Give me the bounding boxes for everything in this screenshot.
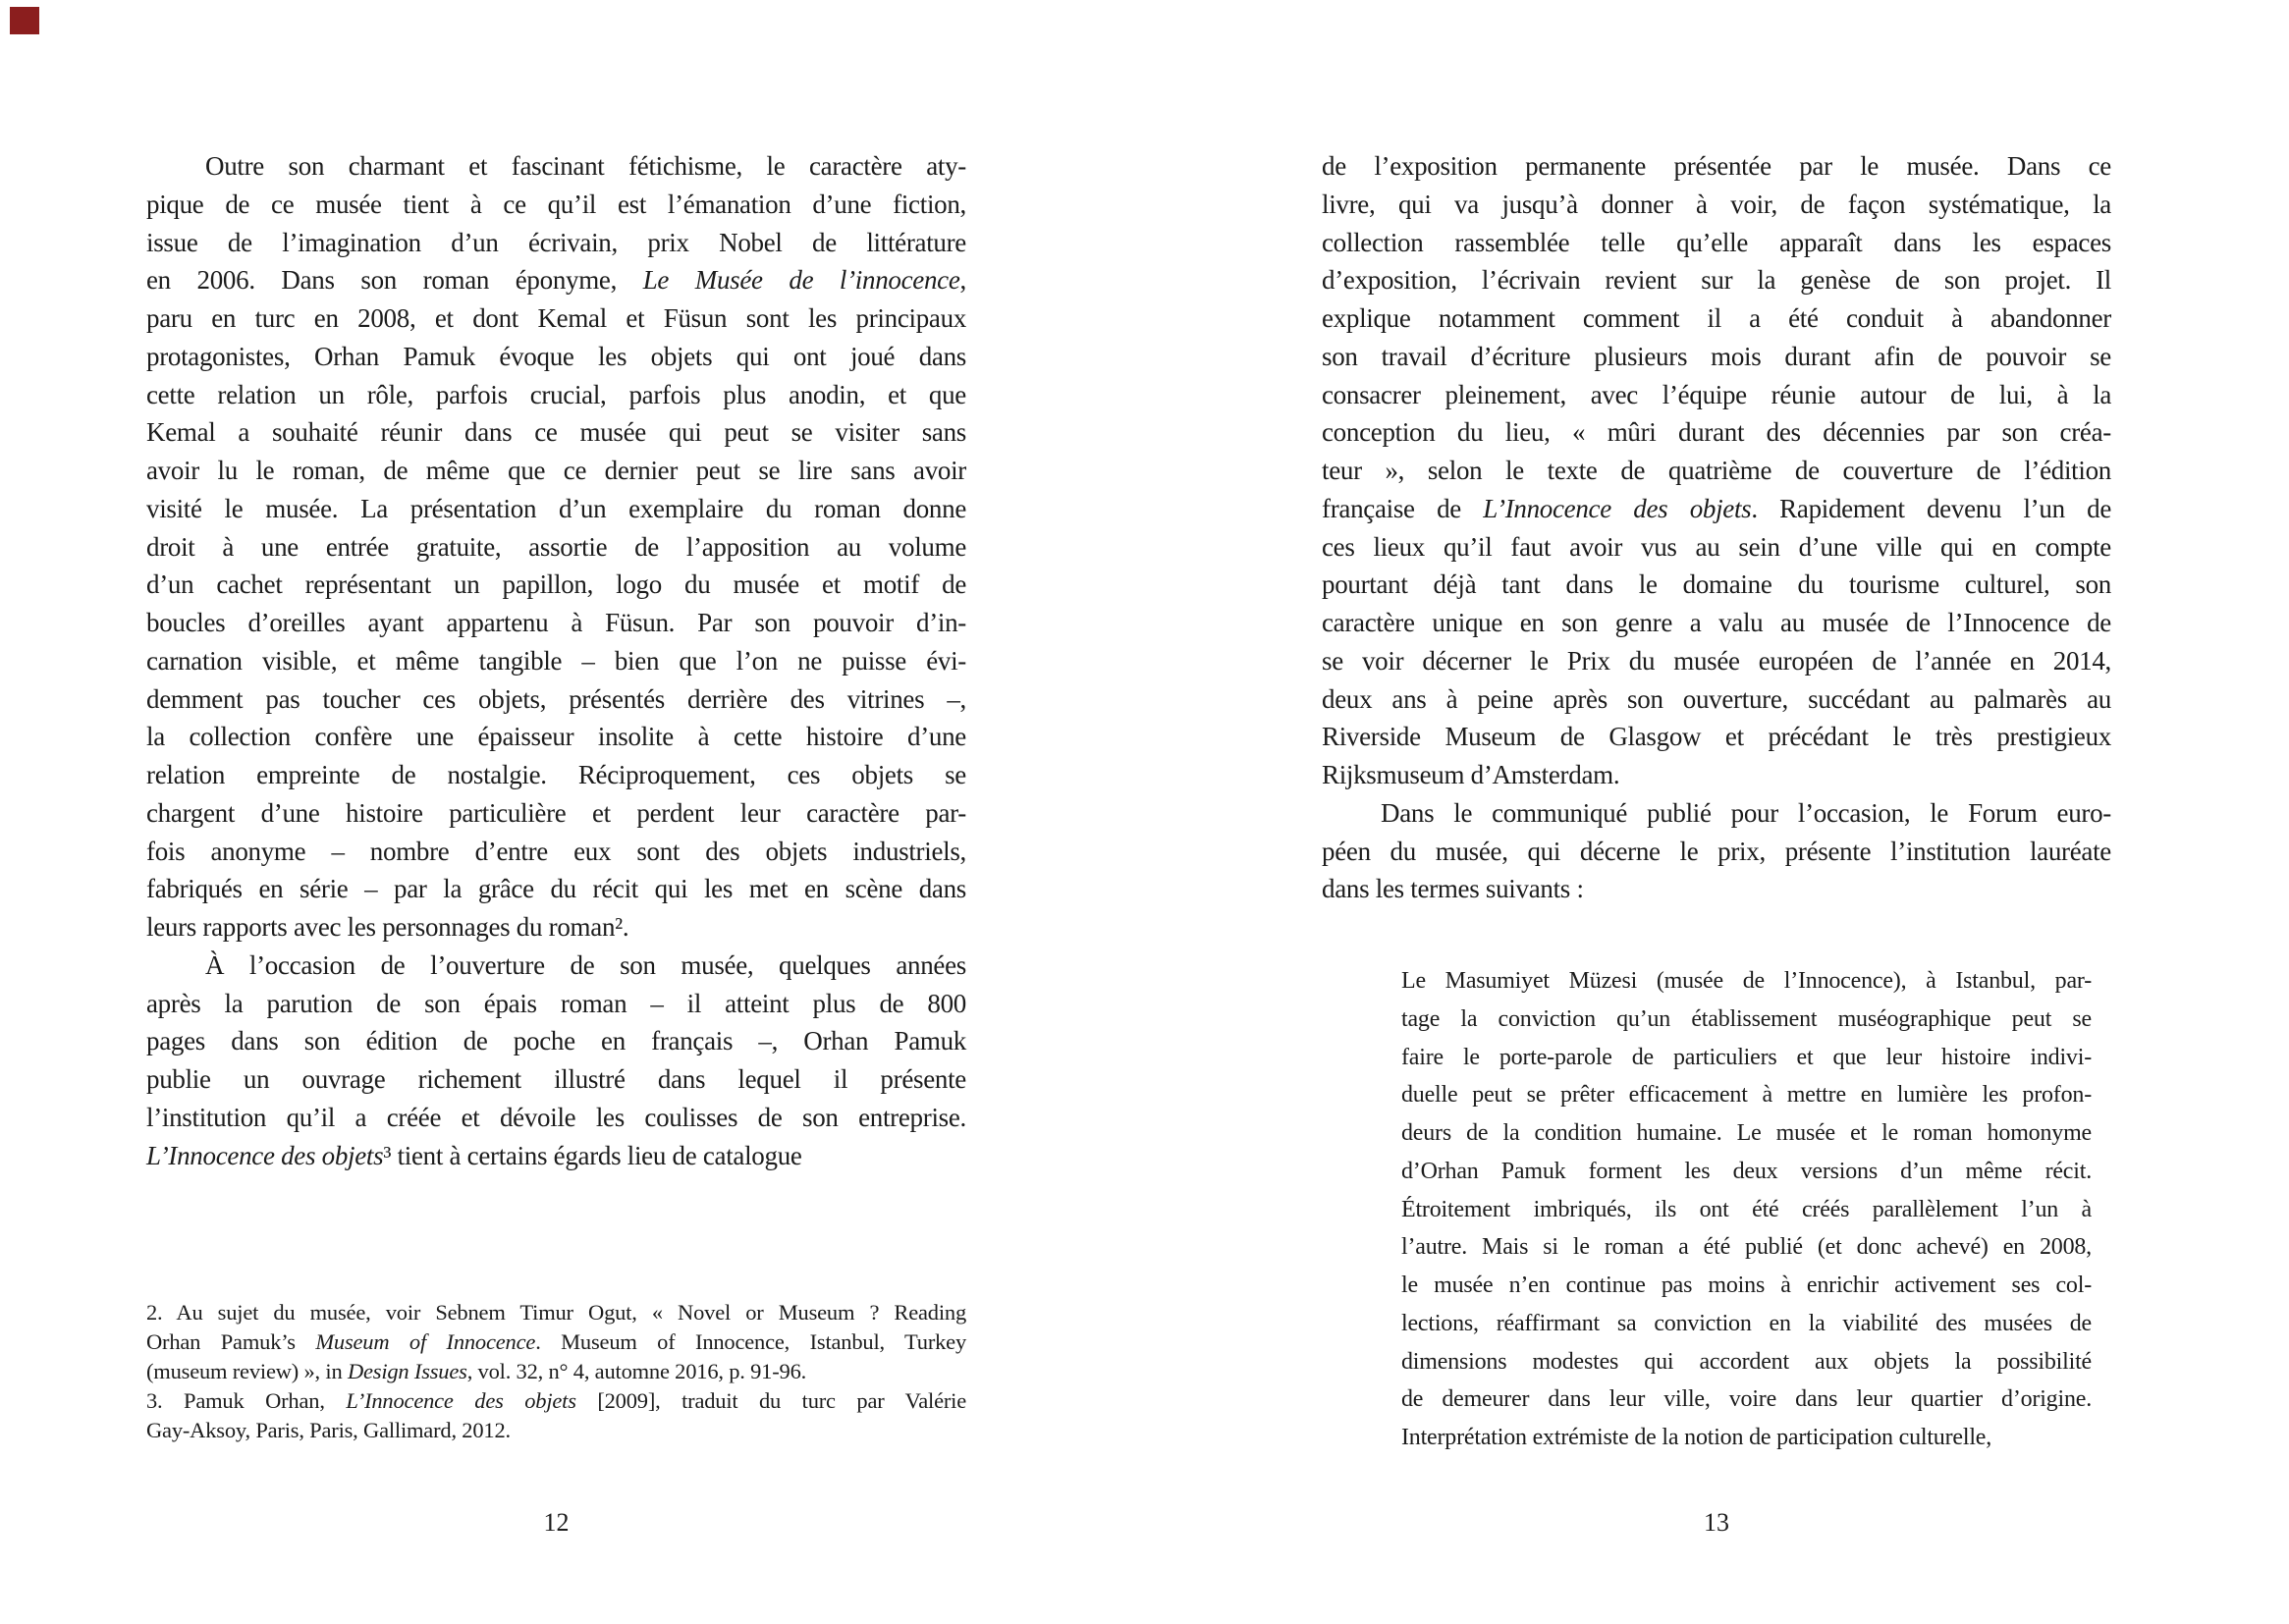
text-line: explique notamment comment il a été conduit à abandonner	[1322, 303, 2111, 333]
text-line: demment pas toucher ces objets, présentés derrière des vitrines –,	[146, 683, 966, 714]
text-line: publie un ouvrage richement illustré dans lequel il présente	[146, 1064, 966, 1094]
text-line: d’exposition, l’écrivain revient sur la genèse de son projet. Il	[1322, 265, 2111, 296]
text-line: deux ans à peine après son ouverture, succédant au palmarès au	[1322, 683, 2111, 714]
red-corner-mark	[10, 7, 39, 34]
text-line: Le Masumiyet Müzesi (musée de l’Innocence), à Istanbul, par-	[1401, 968, 2092, 994]
text-line: lections, réaffirmant sa conviction en la viabilité des musées de	[1401, 1310, 2092, 1336]
text-line: se voir décerner le Prix du musée européen de l’année en 2014,	[1322, 645, 2111, 676]
text-line: Interprétation extrémiste de la notion de participation culturelle,	[1401, 1425, 1992, 1450]
text-line: fois anonyme – nombre d’entre eux sont des objets industriels,	[146, 836, 966, 866]
left-page-footnotes	[146, 1298, 966, 1445]
text-line: conception du lieu, « mûri durant des décennies par son créa-	[1322, 417, 2111, 448]
text-line: le musée n’en continue pas moins à enrichir activement ses col-	[1401, 1272, 2092, 1298]
text-line: après la parution de son épais roman – il atteint plus de 800	[146, 988, 966, 1018]
text-line: protagonistes, Orhan Pamuk évoque les objets qui ont joué dans	[146, 341, 966, 371]
text-line: Riverside Museum de Glasgow et précédant le très prestigieux	[1322, 722, 2111, 752]
text-line: l’institution qu’il a créée et dévoile les coulisses de son entreprise.	[146, 1102, 966, 1132]
text-line: deurs de la condition humaine. Le musée et le roman homonyme	[1401, 1120, 2092, 1146]
text-line: Outre son charmant et fascinant fétichisme, le caractère aty-	[205, 151, 966, 181]
text-line: en 2006. Dans son roman éponyme, Le Musée de l’innocence,	[146, 265, 966, 296]
text-line: L’Innocence des objets³ tient à certains égards lieu de catalogue	[146, 1140, 802, 1170]
text-line: ces lieux qu’il faut avoir vus au sein d’une ville qui en compte	[1322, 531, 2111, 562]
text-line: d’Orhan Pamuk forment les deux versions d’un même récit.	[1401, 1158, 2092, 1184]
text-line: livre, qui va jusqu’à donner à voir, de façon systématique, la	[1322, 189, 2111, 219]
text-line: leurs rapports avec les personnages du roman².	[146, 912, 629, 942]
text-line: Gay-Aksoy, Paris, Paris, Gallimard, 2012.	[146, 1418, 511, 1442]
text-line: caractère unique en son genre a valu au musée de l’Innocence de	[1322, 608, 2111, 637]
text-line: relation empreinte de nostalgie. Réciproquement, ces objets se	[146, 760, 966, 789]
text-line: visité le musée. La présentation d’un exemplaire du roman donne	[146, 493, 966, 523]
text-line: française de L’Innocence des objets. Rapidement devenu l’un de	[1322, 493, 2111, 523]
text-line: d’un cachet représentant un papillon, logo du musée et motif de	[146, 569, 966, 600]
text-line: péen du musée, qui décerne le prix, présente l’institution lauréate	[1322, 836, 2111, 866]
text-line: Kemal a souhaité réunir dans ce musée qui peut se visiter sans	[146, 417, 966, 448]
text-line: la collection confère une épaisseur insolite à cette histoire d’une	[146, 722, 966, 752]
paragraph	[1322, 147, 2111, 794]
text-line: pique de ce musée tient à ce qu’il est l’émanation d’une fiction,	[146, 189, 966, 219]
text-line: 3. Pamuk Orhan, L’Innocence des objets [2009], traduit du turc par Valérie	[146, 1388, 966, 1413]
text-line: (museum review) », in Design Issues, vol. 32, n° 4, automne 2016, p. 91-96.	[146, 1359, 807, 1383]
text-line: issue de l’imagination d’un écrivain, prix Nobel de littérature	[146, 227, 966, 257]
left-page-text	[146, 147, 966, 1174]
blockquote	[1401, 962, 2092, 1457]
text-line: pourtant déjà tant dans le domaine du tourisme culturel, son	[1322, 569, 2111, 600]
text-line: teur », selon le texte de quatrième de couverture de l’édition	[1322, 456, 2111, 485]
text-line: boucles d’oreilles ayant appartenu à Füsun. Par son pouvoir d’in-	[146, 608, 966, 637]
text-line: 2. Au sujet du musée, voir Sebnem Timur Ogut, « Novel or Museum ? Reading	[146, 1300, 966, 1325]
paragraph	[146, 147, 966, 947]
text-line: dans les termes suivants :	[1322, 874, 1584, 904]
text-line: de demeurer dans leur ville, voire dans leur quartier d’origine.	[1401, 1386, 2092, 1413]
text-line: duelle peut se prêter efficacement à mettre en lumière les profon-	[1401, 1082, 2092, 1109]
text-line: l’autre. Mais si le roman a été publié (et donc achevé) en 2008,	[1401, 1234, 2092, 1261]
text-line: de l’exposition permanente présentée par le musée. Dans ce	[1322, 151, 2111, 181]
text-line: faire le porte-parole de particuliers et que leur histoire indivi-	[1401, 1044, 2092, 1070]
text-line: collection rassemblée telle qu’elle apparaît dans les espaces	[1322, 227, 2111, 257]
text-line: dimensions modestes qui accordent aux objets la possibilité	[1401, 1348, 2092, 1375]
text-line: son travail d’écriture plusieurs mois durant afin de pouvoir se	[1322, 341, 2111, 371]
paragraph	[1322, 794, 2111, 908]
text-line: pages dans son édition de poche en français –, Orhan Pamuk	[146, 1026, 966, 1056]
page-number-left: 12	[543, 1508, 570, 1537]
right-page-text	[1322, 147, 2111, 1457]
paragraph	[146, 947, 966, 1175]
text-line: fabriqués en série – par la grâce du récit qui les met en scène dans	[146, 874, 966, 904]
text-line: carnation visible, et même tangible – bien que l’on ne puisse évi-	[146, 645, 966, 676]
text-line: cette relation un rôle, parfois crucial, parfois plus anodin, et que	[146, 379, 966, 409]
text-line: droit à une entrée gratuite, assortie de l’apposition au volume	[146, 531, 966, 562]
page-number-right: 13	[1704, 1508, 1729, 1537]
text-line: consacrer pleinement, avec l’équipe réunie autour de lui, à la	[1322, 379, 2111, 409]
text-line: Orhan Pamuk’s Museum of Innocence. Museum of Innocence, Istanbul, Turkey	[146, 1329, 967, 1354]
text-line: Rijksmuseum d’Amsterdam.	[1322, 760, 1620, 789]
text-line: avoir lu le roman, de même que ce dernier peut se lire sans avoir	[146, 456, 966, 485]
text-line: chargent d’une histoire particulière et perdent leur caractère par-	[146, 797, 966, 828]
text-line: Dans le communiqué publié pour l’occasion, le Forum euro-	[1381, 797, 2111, 828]
text-line: paru en turc en 2008, et dont Kemal et Füsun sont les principaux	[146, 303, 966, 333]
text-line: tage la conviction qu’un établissement muséographique peut se	[1401, 1005, 2092, 1032]
text-line: À l’occasion de l’ouverture de son musée, quelques années	[205, 949, 966, 980]
text-line: Étroitement imbriqués, ils ont été créés parallèlement l’un à	[1401, 1196, 2092, 1222]
